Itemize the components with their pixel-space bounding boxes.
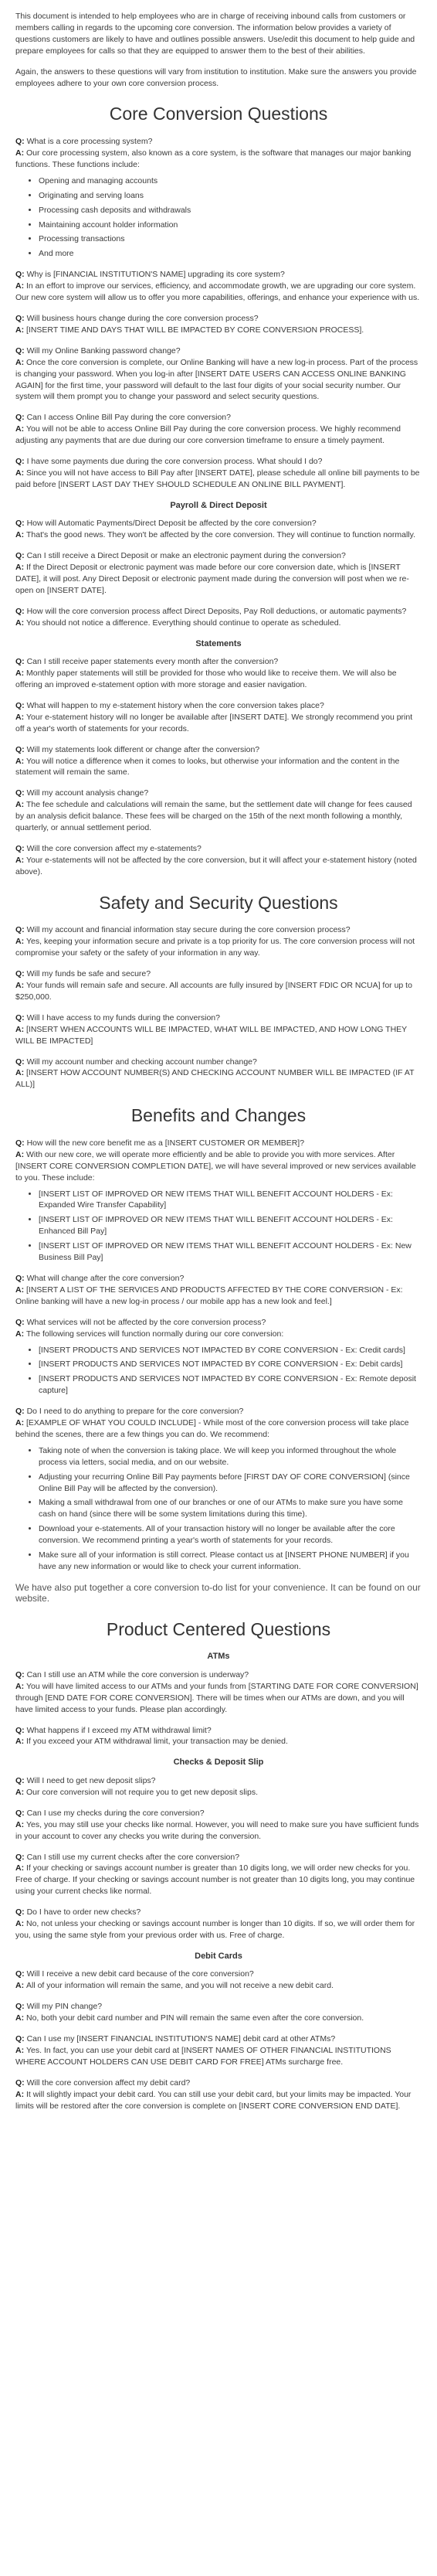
question bbox=[15, 1057, 422, 1068]
list-item: • Opening and managing accounts bbox=[39, 175, 422, 187]
question-text: Can I use my [INSERT FINANCIAL INSTITUTION'S NAME] debit card at other ATMs? bbox=[26, 2034, 336, 2044]
qa-item bbox=[15, 313, 422, 336]
answer bbox=[15, 357, 422, 403]
qa-item bbox=[15, 1808, 422, 1843]
question-text: Can I still use my current checks after the core conversion? bbox=[26, 1852, 240, 1862]
question bbox=[15, 1273, 422, 1285]
qa-item bbox=[15, 700, 422, 735]
answer-text: Yes, you may still use your checks like normal. However, you will need to make sure you have sufficient funds in your account to cover any checks you write during the conversion. bbox=[15, 1819, 419, 1841]
answer-text: It will slightly impact your debit card. You can still use your debit card, but your limits may be impacted. Your limits will be restored after the core conversion is complete on [INSERT CORE CONVERSION END DATE]. bbox=[15, 2089, 412, 2111]
list-item: • Adjusting your recurring Online Bill Pay payments before [FIRST DAY OF CORE CONVERSION] (since Online Bill Pay will be affected by the conversion). bbox=[39, 1472, 422, 1495]
answer bbox=[15, 2045, 422, 2068]
list-item: • Originating and serving loans bbox=[39, 190, 422, 202]
answer-label: A: bbox=[15, 1863, 26, 1873]
answer-text: [INSERT WHEN ACCOUNTS WILL BE IMPACTED, WHAT WILL BE IMPACTED, AND HOW LONG THEY WILL BE IMPACTED] bbox=[15, 1024, 407, 1046]
question-label: Q: bbox=[15, 551, 27, 561]
question bbox=[15, 1317, 422, 1329]
qa-item bbox=[15, 606, 422, 629]
answer-label: A: bbox=[15, 2013, 26, 2023]
list-item: • [INSERT PRODUCTS AND SERVICES NOT IMPACTED BY CORE CONVERSION - Ex: Debit cards] bbox=[39, 1359, 422, 1370]
question bbox=[15, 788, 422, 799]
question bbox=[15, 656, 422, 668]
answer-list bbox=[15, 1445, 422, 1573]
qa-item bbox=[15, 2001, 422, 2024]
question-label: Q: bbox=[15, 1907, 27, 1918]
intro-paragraph: This document is intended to help employees who are in charge of receiving inbound calls from customers or members calling in regards to the upcoming core conversion. The information below provides a variety of questions customers are likely to have and outlines possible answers. Use/edit this document to help guide and prepare employees for calls so that they are equipped to answer them to the best of their abilities. bbox=[15, 12, 415, 56]
list-item: • Maintaining account holder information bbox=[39, 219, 422, 231]
answer-list bbox=[15, 175, 422, 260]
answer-text: No, not unless your checking or savings account number is longer than 10 digits. If so, we will order them for you, using the same style from your previous order with us. Free of charge. bbox=[15, 1919, 415, 1940]
answer-label: A: bbox=[15, 325, 26, 335]
answer-list bbox=[15, 1345, 422, 1397]
qa-item bbox=[15, 656, 422, 691]
question-label: Q: bbox=[15, 1138, 27, 1148]
question bbox=[15, 518, 422, 529]
list-item: • And more bbox=[39, 248, 422, 260]
question bbox=[15, 924, 422, 936]
qa-item bbox=[15, 1907, 422, 1941]
qa-item bbox=[15, 1317, 422, 1397]
list-item: • [INSERT LIST OF IMPROVED OR NEW ITEMS THAT WILL BENEFIT ACCOUNT HOLDERS - Ex: Expanded Wire Transfer Capability] bbox=[39, 1189, 422, 1212]
question-text: Can I still receive paper statements every month after the conversion? bbox=[26, 657, 279, 667]
question-text: Will the core conversion affect my debit card? bbox=[26, 2077, 191, 2088]
question-text: Will I need to get new deposit slips? bbox=[26, 1776, 156, 1785]
question bbox=[15, 606, 422, 618]
answer bbox=[15, 562, 422, 597]
answer-label: A: bbox=[15, 1068, 26, 1078]
question-label: Q: bbox=[15, 413, 27, 423]
answer-text: That's the good news. They won't be affected by the core conversion. They will continue to function normally. bbox=[26, 530, 416, 540]
question bbox=[15, 1725, 422, 1737]
question-text: I have some payments due during the core conversion process. What should I do? bbox=[26, 457, 323, 467]
intro bbox=[15, 11, 422, 89]
answer bbox=[15, 281, 422, 304]
qa-item bbox=[15, 1273, 422, 1308]
answer-label: A: bbox=[15, 855, 26, 865]
note-text: We have also put together a core conversion to-do list for your convenience. It can be found on our website. bbox=[15, 1581, 421, 1604]
answer-text: If the Direct Deposit or electronic payment was made before our core conversion date, which is [INSERT DATE], it will post. Any Direct Deposit or electronic payment made during the conversion will post when we re-open on [INSERT DATE]. bbox=[15, 563, 409, 595]
question-text: Will business hours change during the core conversion process? bbox=[26, 313, 259, 323]
answer-text: Once the core conversion is complete, our Online Banking will have a new log-in process. Part of the process is changing your password. When you log-in after [INSERT DATE USERS CAN ACCESS ONLINE BANKING AGAIN] for the first time, your password will default to the last four digits of your social security number. Our system will them prompt you to change your password and select security questions. bbox=[15, 357, 418, 402]
question-label: Q: bbox=[15, 137, 27, 147]
answer bbox=[15, 1067, 422, 1091]
answer-text: You will have limited access to our ATMs and your funds from [STARTING DATE FOR CORE CONVERSION] through [END DATE FOR CORE CONVERSION]. There will be times when our ATMs are down, and you will have limited access to your funds. Please plan accordingly. bbox=[15, 1681, 418, 1714]
list-item: • [INSERT LIST OF IMPROVED OR NEW ITEMS THAT WILL BENEFIT ACCOUNT HOLDERS - Ex: Enhanced Bill Pay] bbox=[39, 1214, 422, 1237]
answer bbox=[15, 1980, 422, 1992]
qa-item bbox=[15, 1138, 422, 1264]
list-item: • Processing transactions bbox=[39, 233, 422, 245]
subsection-title: ATMs bbox=[207, 1652, 230, 1662]
answer-label: A: bbox=[15, 281, 26, 291]
qa-item bbox=[15, 269, 422, 304]
answer-text: Monthly paper statements will still be provided for those who would like to receive them. We will also be offering an improved e-statement option with more storage and easier navigation. bbox=[15, 669, 397, 690]
subsection-title: Checks & Deposit Slip bbox=[173, 1758, 264, 1768]
question bbox=[15, 1012, 422, 1024]
answer bbox=[15, 799, 422, 834]
answer-text: If you exceed your ATM withdrawal limit, your transaction may be denied. bbox=[26, 1737, 288, 1747]
question bbox=[15, 968, 422, 980]
answer bbox=[15, 1329, 422, 1340]
question-text: Will my funds be safe and secure? bbox=[26, 969, 151, 979]
answer-text: In an effort to improve our services, efficiency, and accommodate growth, we are upgrading our core system. Our new core system will allow us to offer you more capabilities, offerings, and enhance your experience with us. bbox=[15, 281, 420, 303]
question-text: Will my Online Banking password change? bbox=[26, 345, 181, 356]
question bbox=[15, 2077, 422, 2089]
answer-label: A: bbox=[15, 1418, 26, 1428]
question-text: Will my account analysis change? bbox=[26, 788, 149, 798]
qa-item bbox=[15, 2077, 422, 2112]
question-label: Q: bbox=[15, 657, 27, 667]
faq-section bbox=[15, 1617, 422, 2112]
qa-item bbox=[15, 456, 422, 491]
answer-text: You should not notice a difference. Everything should continue to operate as scheduled. bbox=[26, 618, 341, 628]
question-label: Q: bbox=[15, 925, 27, 935]
question-label: Q: bbox=[15, 606, 27, 616]
answer-label: A: bbox=[15, 1787, 26, 1797]
answer-text: Our core processing system, also known as a core system, is the software that manages our major banking functions. These functions include: bbox=[15, 148, 412, 169]
qa-item bbox=[15, 1057, 422, 1091]
answer bbox=[15, 424, 422, 447]
answer-text: You will notice a difference when it comes to looks, but otherwise your information and the content in the statement will remain the same. bbox=[15, 756, 400, 778]
question-label: Q: bbox=[15, 1808, 27, 1818]
answer bbox=[15, 1863, 422, 1897]
question bbox=[15, 550, 422, 562]
answer-text: Yes, keeping your information secure and private is a top priority for us. The core conversion process will not compromise your safety or the safety of your information in any way. bbox=[15, 937, 415, 958]
question-text: How will the core conversion process affect Direct Deposits, Pay Roll deductions, or automatic payments? bbox=[26, 606, 407, 616]
answer bbox=[15, 980, 422, 1003]
question bbox=[15, 2001, 422, 2013]
question-text: Will my statements look different or change after the conversion? bbox=[26, 744, 260, 754]
question-text: Will my account and financial information stay secure during the core conversion process? bbox=[26, 925, 351, 935]
question-text: Can I use my checks during the core conversion? bbox=[26, 1808, 205, 1818]
question-label: Q: bbox=[15, 1317, 27, 1327]
question bbox=[15, 1138, 422, 1149]
question-text: What will change after the core conversion? bbox=[26, 1273, 185, 1283]
question-label: Q: bbox=[15, 1852, 27, 1862]
answer bbox=[15, 1819, 422, 1843]
question-text: Will my account number and checking account number change? bbox=[26, 1057, 257, 1067]
faq-section bbox=[15, 1103, 422, 1604]
question bbox=[15, 1969, 422, 1980]
question bbox=[15, 1808, 422, 1819]
qa-item bbox=[15, 550, 422, 597]
answer bbox=[15, 1024, 422, 1047]
section-title: Product Centered Questions bbox=[106, 1618, 331, 1639]
answer-label: A: bbox=[15, 2046, 26, 2056]
question bbox=[15, 1775, 422, 1787]
answer-label: A: bbox=[15, 669, 26, 679]
answer-label: A: bbox=[15, 148, 26, 158]
answer-text: If your checking or savings account number is greater than 10 digits long, we will order new checks for you. Free of charge. If your checking or savings account number is not greater than 10 digits long, you may continue using your current checks like normal. bbox=[15, 1863, 415, 1897]
answer-text: [EXAMPLE OF WHAT YOU COULD INCLUDE] - While most of the core conversion process will take place behind the scenes, there are a few things you can do. We recommend: bbox=[15, 1418, 409, 1439]
qa-item bbox=[15, 412, 422, 447]
question bbox=[15, 2033, 422, 2045]
list-item: • [INSERT LIST OF IMPROVED OR NEW ITEMS THAT WILL BENEFIT ACCOUNT HOLDERS - Ex: New Business Bill Pay] bbox=[39, 1240, 422, 1264]
question-label: Q: bbox=[15, 1776, 27, 1785]
question-label: Q: bbox=[15, 1407, 27, 1417]
question-label: Q: bbox=[15, 1969, 27, 1979]
question bbox=[15, 1907, 422, 1918]
question-label: Q: bbox=[15, 457, 27, 467]
question-text: What happens if I exceed my ATM withdrawal limit? bbox=[26, 1725, 212, 1735]
question-text: Can I access Online Bill Pay during the core conversion? bbox=[26, 413, 231, 423]
subsection-title: Debit Cards bbox=[195, 1951, 242, 1961]
answer-text: Your funds will remain safe and secure. All accounts are fully insured by [INSERT FDIC OR NCUA] for up to $250,000. bbox=[15, 981, 412, 1002]
list-item: • [INSERT PRODUCTS AND SERVICES NOT IMPACTED BY CORE CONVERSION - Ex: Remote deposit capture] bbox=[39, 1373, 422, 1397]
faq-section bbox=[15, 890, 422, 1091]
answer-label: A: bbox=[15, 1149, 26, 1159]
qa-item bbox=[15, 1406, 422, 1573]
answer-label: A: bbox=[15, 2089, 26, 2099]
qa-item bbox=[15, 518, 422, 541]
answer bbox=[15, 855, 422, 878]
list-item: • Download your e-statements. All of your transaction history will no longer be available after the core conversion. We recommend printing a year's worth of statements for your records. bbox=[39, 1523, 422, 1547]
intro-paragraph: Again, the answers to these questions will vary from institution to institution. Make sure the answers you provide employees adhere to your own core conversion process. bbox=[15, 66, 417, 88]
question-label: Q: bbox=[15, 345, 27, 356]
qa-item bbox=[15, 1012, 422, 1047]
question-label: Q: bbox=[15, 969, 27, 979]
answer bbox=[15, 1918, 422, 1941]
answer bbox=[15, 668, 422, 691]
sections bbox=[15, 101, 422, 2112]
question-text: Will I receive a new debit card because of the core conversion? bbox=[26, 1969, 254, 1979]
answer bbox=[15, 2089, 422, 2112]
question bbox=[15, 412, 422, 424]
answer-text: Your e-statements will not be affected by the core conversion, but it will affect your e-statement history (noted above). bbox=[15, 855, 417, 876]
question bbox=[15, 456, 422, 468]
qa-item bbox=[15, 136, 422, 260]
question-text: Can I still use an ATM while the core conversion is underway? bbox=[26, 1669, 249, 1679]
answer-label: A: bbox=[15, 1981, 26, 1991]
answer-text: Yes. In fact, you can use your debit card at [INSERT NAMES OF OTHER FINANCIAL INSTITUTIONS WHERE ACCOUNT HOLDERS CAN USE DEBIT CARD FOR FREE] ATMs surcharge free. bbox=[15, 2046, 391, 2067]
qa-item bbox=[15, 744, 422, 779]
answer bbox=[15, 1149, 422, 1184]
question bbox=[15, 700, 422, 712]
question-label: Q: bbox=[15, 2034, 27, 2044]
answer bbox=[15, 712, 422, 735]
answer bbox=[15, 1736, 422, 1747]
faq-section bbox=[15, 101, 422, 877]
question-label: Q: bbox=[15, 1012, 27, 1023]
answer-label: A: bbox=[15, 756, 26, 766]
answer-label: A: bbox=[15, 1737, 26, 1747]
answer-label: A: bbox=[15, 424, 26, 434]
answer-label: A: bbox=[15, 468, 26, 478]
answer-text: The fee schedule and calculations will remain the same, but the settlement date will change for fees caused by an analysis deficit balance. These fees will be charged on the 15th of the next month following a monthly, quarterly, or annual settlement period. bbox=[15, 800, 412, 833]
question-label: Q: bbox=[15, 2077, 27, 2088]
question-text: What services will not be affected by the core conversion process? bbox=[26, 1317, 266, 1327]
qa-item bbox=[15, 843, 422, 878]
question-label: Q: bbox=[15, 700, 27, 710]
answer-text: [INSERT TIME AND DAYS THAT WILL BE IMPACTED BY CORE CONVERSION PROCESS]. bbox=[26, 325, 364, 335]
question-text: Will I have access to my funds during the conversion? bbox=[26, 1012, 220, 1023]
question-label: Q: bbox=[15, 313, 27, 323]
qa-item bbox=[15, 2033, 422, 2068]
answer-text: Your e-statement history will no longer be available after [INSERT DATE]. We strongly recommend you print off a year's worth of statements for your records. bbox=[15, 712, 413, 733]
answer-label: A: bbox=[15, 357, 26, 367]
answer-label: A: bbox=[15, 1285, 26, 1295]
list-item: • [INSERT PRODUCTS AND SERVICES NOT IMPACTED BY CORE CONVERSION - Ex: Credit cards] bbox=[39, 1345, 422, 1356]
question bbox=[15, 1406, 422, 1417]
qa-item bbox=[15, 1775, 422, 1798]
question bbox=[15, 313, 422, 325]
question bbox=[15, 269, 422, 281]
question-label: Q: bbox=[15, 519, 27, 529]
answer-label: A: bbox=[15, 1919, 26, 1929]
question-text: Why is [FINANCIAL INSTITUTION'S NAME] upgrading its core system? bbox=[26, 270, 285, 280]
answer bbox=[15, 468, 422, 491]
section-title: Core Conversion Questions bbox=[109, 104, 328, 124]
section-title: Safety and Security Questions bbox=[99, 892, 338, 913]
answer-label: A: bbox=[15, 563, 26, 573]
answer-label: A: bbox=[15, 937, 26, 947]
answer-label: A: bbox=[15, 1819, 26, 1829]
question-label: Q: bbox=[15, 270, 27, 280]
answer-text: [INSERT HOW ACCOUNT NUMBER(S) AND CHECKING ACCOUNT NUMBER WILL BE IMPACTED (IF AT ALL)] bbox=[15, 1068, 415, 1090]
question-text: How will the new core benefit me as a [INSERT CUSTOMER OR MEMBER]? bbox=[26, 1138, 305, 1148]
question-text: What will happen to my e-statement history when the core conversion takes place? bbox=[26, 700, 324, 710]
answer-label: A: bbox=[15, 1681, 26, 1691]
question-text: Do I need to do anything to prepare for the core conversion? bbox=[26, 1407, 244, 1417]
qa-item bbox=[15, 788, 422, 834]
answer-label: A: bbox=[15, 981, 26, 990]
list-item: • Make sure all of your information is still correct. Please contact us at [INSERT PHONE NUMBER] if you have any new information or would like to check your current information. bbox=[39, 1550, 422, 1573]
question-label: Q: bbox=[15, 844, 27, 853]
answer bbox=[15, 936, 422, 959]
qa-item bbox=[15, 1669, 422, 1716]
qa-item bbox=[15, 924, 422, 959]
list-item: • Processing cash deposits and withdrawals bbox=[39, 205, 422, 216]
question-text: Will my PIN change? bbox=[26, 2002, 103, 2012]
subsection-title: Statements bbox=[195, 638, 242, 648]
question-label: Q: bbox=[15, 744, 27, 754]
question-label: Q: bbox=[15, 1273, 27, 1283]
question-text: Will the core conversion affect my e-statements? bbox=[26, 844, 202, 853]
qa-item bbox=[15, 1725, 422, 1748]
answer-label: A: bbox=[15, 800, 26, 810]
answer bbox=[15, 1417, 422, 1441]
answer bbox=[15, 756, 422, 779]
section-title: Benefits and Changes bbox=[130, 1105, 307, 1126]
question-text: How will Automatic Payments/Direct Deposit be affected by the core conversion? bbox=[26, 519, 317, 529]
question-label: Q: bbox=[15, 2002, 27, 2012]
answer bbox=[15, 529, 422, 541]
question-label: Q: bbox=[15, 1725, 27, 1735]
answer-text: Our core conversion will not require you to get new deposit slips. bbox=[26, 1787, 258, 1797]
subsection-title: Payroll & Direct Deposit bbox=[170, 500, 267, 510]
answer bbox=[15, 618, 422, 629]
question bbox=[15, 136, 422, 148]
answer-label: A: bbox=[15, 1024, 26, 1034]
answer-label: A: bbox=[15, 530, 26, 540]
list-item: • Making a small withdrawal from one of our branches or one of our ATMs to make sure you have some cash on hand (since there will be some system limitations during this time). bbox=[39, 1497, 422, 1520]
answer-text: [INSERT A LIST OF THE SERVICES AND PRODUCTS AFFECTED BY THE CORE CONVERSION - Ex: Online banking will have a new log-in process / our mobile app has a new look and feel.] bbox=[15, 1285, 403, 1306]
answer-text: No, both your debit card number and PIN will remain the same even after the core conversion. bbox=[26, 2013, 364, 2023]
answer-text: With our new core, we will operate more efficiently and be able to provide you with more services. After [INSERT CORE CONVERSION COMPLETION DATE], we will have several improved or new services available to you. These include: bbox=[15, 1149, 416, 1183]
answer-text: All of your information will remain the same, and you will not receive a new debit card. bbox=[26, 1981, 334, 1991]
list-item: • Taking note of when the conversion is taking place. We will keep you informed throughout the whole process via letters, social media, and on our website. bbox=[39, 1445, 422, 1468]
answer bbox=[15, 1681, 422, 1716]
answer-label: A: bbox=[15, 618, 26, 628]
question-text: Do I have to order new checks? bbox=[26, 1907, 141, 1918]
answer bbox=[15, 325, 422, 336]
answer bbox=[15, 1787, 422, 1798]
question-text: Can I still receive a Direct Deposit or make an electronic payment during the conversion? bbox=[26, 551, 346, 561]
question bbox=[15, 345, 422, 357]
question bbox=[15, 843, 422, 855]
question bbox=[15, 744, 422, 756]
answer-label: A: bbox=[15, 1329, 26, 1339]
answer bbox=[15, 148, 422, 171]
answer-label: A: bbox=[15, 712, 26, 722]
answer-text: Since you will not have access to Bill Pay after [INSERT DATE], please schedule all online bill payments to be paid before [INSERT LAST DAY THEY SHOULD SCHEDULE AN ONLINE BILL PAYMENT]. bbox=[15, 468, 420, 489]
question-label: Q: bbox=[15, 1057, 27, 1067]
question bbox=[15, 1852, 422, 1863]
answer-list bbox=[15, 1189, 422, 1264]
question-text: What is a core processing system? bbox=[26, 137, 153, 147]
question-label: Q: bbox=[15, 1669, 27, 1679]
answer-text: The following services will function normally during our core conversion: bbox=[26, 1329, 284, 1339]
qa-item bbox=[15, 1852, 422, 1898]
qa-item bbox=[15, 968, 422, 1003]
answer bbox=[15, 2013, 422, 2024]
qa-item bbox=[15, 1969, 422, 1992]
qa-item bbox=[15, 345, 422, 403]
answer bbox=[15, 1285, 422, 1308]
answer-text: You will not be able to access Online Bill Pay during the core conversion process. We highly recommend adjusting any payments that are due during our core conversion timeframe to ensure a timely payment. bbox=[15, 424, 401, 446]
question bbox=[15, 1669, 422, 1681]
question-label: Q: bbox=[15, 788, 27, 798]
